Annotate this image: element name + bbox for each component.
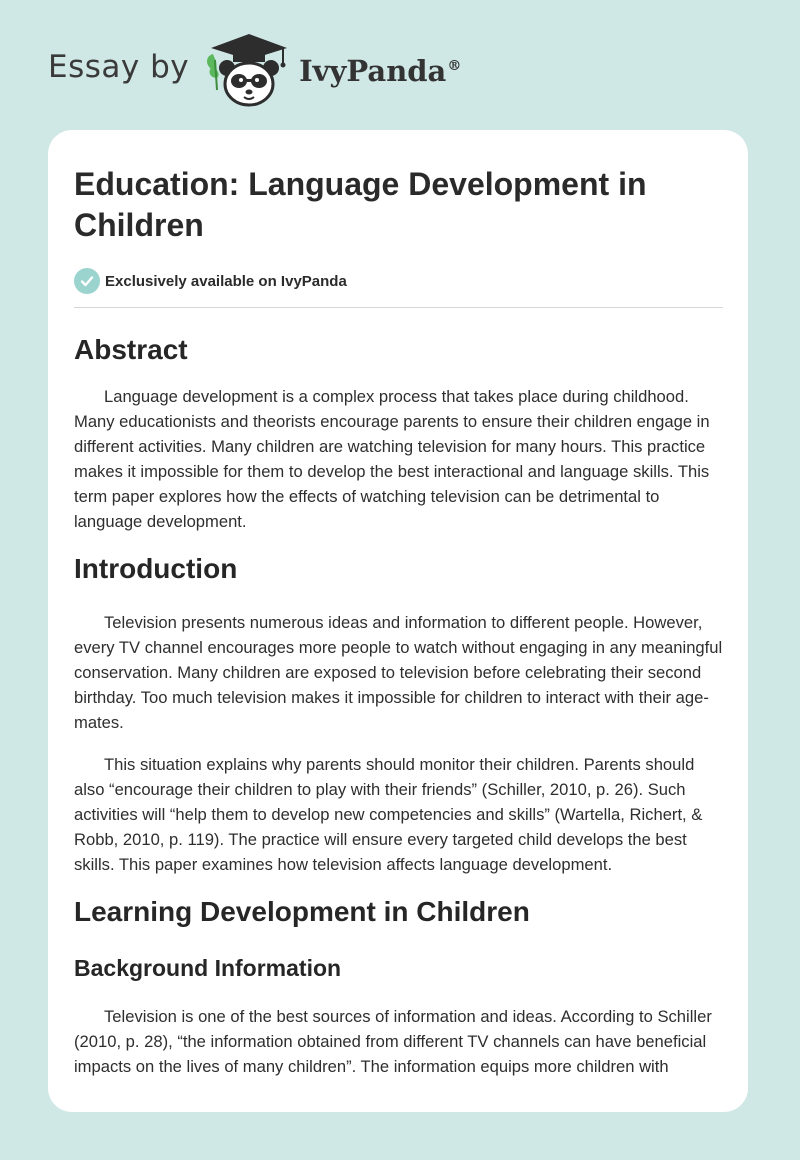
abstract-heading: Abstract: [74, 334, 188, 365]
brand-name-text: IvyPanda: [299, 54, 447, 88]
panda-graduate-logo-icon[interactable]: [203, 30, 295, 110]
introduction-paragraph: Television presents numerous ideas and information to different people. However, every TV channel encourages more people to watch without engaging in any meaningful conservation. Many children are exposed to television before celebrating their second birthday. Too much television makes it impossible for children to interact with their age-mates.: [74, 613, 723, 732]
essay-by-label: Essay by: [48, 49, 190, 85]
introduction-paragraph: This situation explains why parents should monitor their children. Parents should also “encourage their children to play with their friends” (Schiller, 2010, p. 26). Such activities will “help them to develop new competencies and skills” (Wartella, Richert, & Robb, 2010, p. 119). The practice will ensure every targeted child develops the best skills. This paper examines how television affects language development.: [74, 755, 703, 874]
check-circle-icon: [74, 268, 100, 294]
title-divider: [74, 307, 723, 308]
registered-mark: ®: [447, 58, 462, 75]
essay-card: [48, 130, 748, 1112]
background-paragraph: Television is one of the best sources of information and ideas. According to Schiller (2010, p. 28), “the information obtained from different TV channels can have beneficial impacts on the lives of many children”. The information equips more children with: [74, 1007, 712, 1076]
learning-heading: Learning Development in Children: [74, 896, 530, 927]
abstract-paragraph: Language development is a complex process that takes place during childhood. Many educationists and theorists encourage parents to ensure their children engage in different activities. Many children are watching television for many hours. This practice makes it impossible for them to develop the best interactional and language skills. This term paper explores how the effects of watching television can be detrimental to language development.: [74, 387, 710, 531]
background-subheading: Background Information: [74, 955, 342, 981]
site-header: [48, 30, 461, 110]
essay-title: Education: Language Development in Children: [74, 166, 647, 243]
introduction-heading: Introduction: [74, 553, 238, 584]
exclusive-badge: [74, 268, 722, 294]
badge-text: Exclusively available on IvyPanda: [105, 272, 347, 290]
brand-name[interactable]: [299, 54, 461, 88]
